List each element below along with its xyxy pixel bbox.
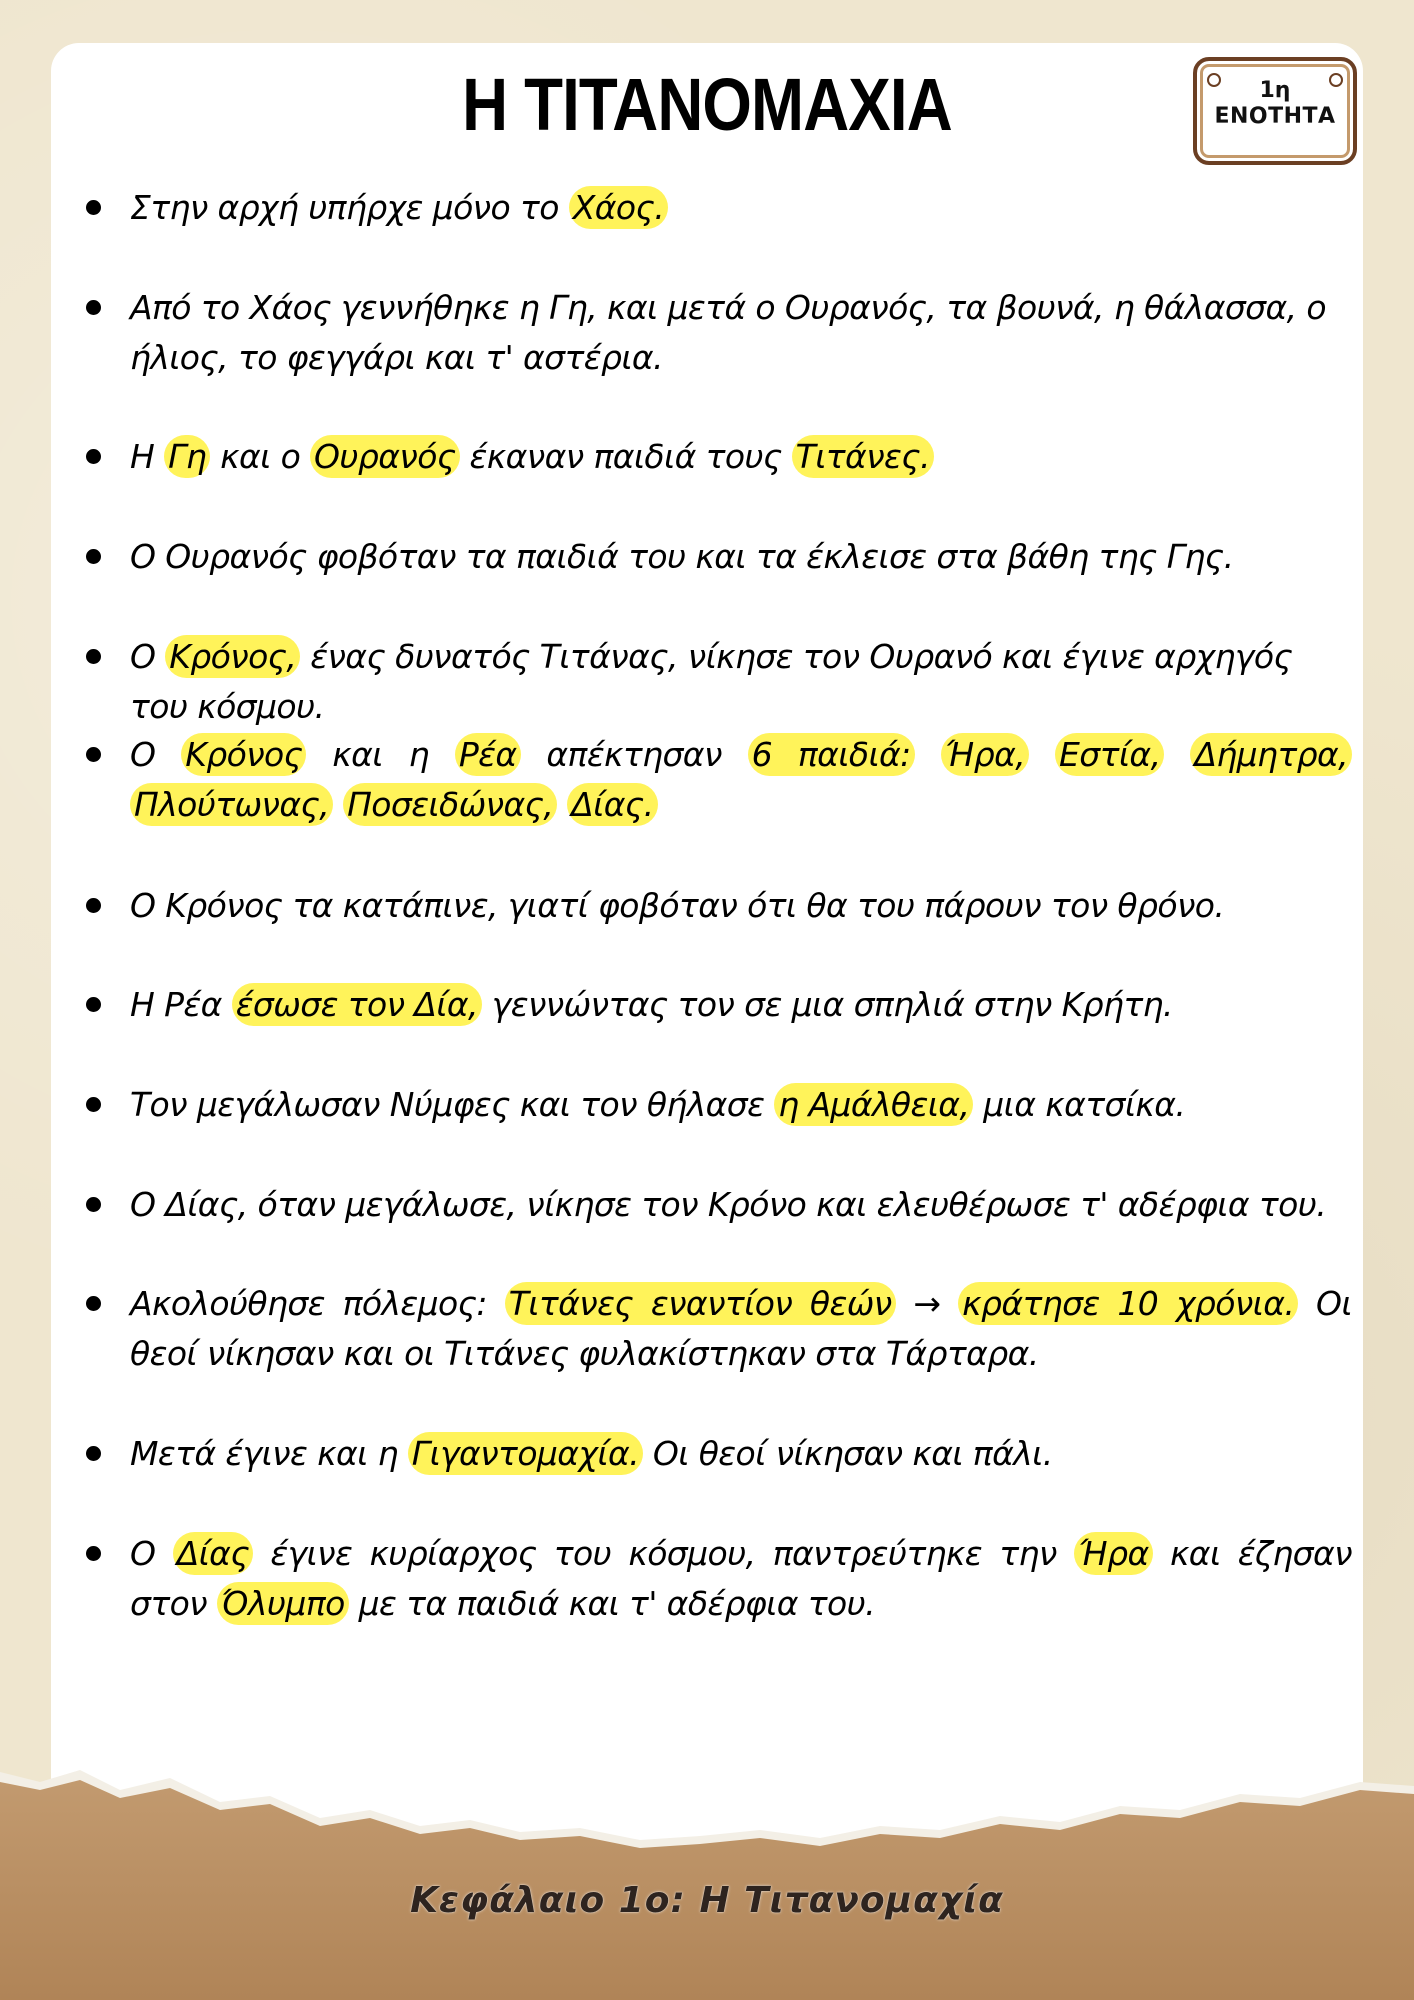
badge-label: ΕΝΟΤΗΤΑ — [1214, 104, 1336, 129]
bullet-icon — [86, 1446, 101, 1461]
bullet-icon — [86, 1197, 101, 1212]
highlighted-term: Ήρα, — [941, 733, 1030, 776]
text-segment — [333, 785, 343, 824]
text-segment: Ο Κρόνος τα κατάπινε, γιατί φοβόταν ότι θα του πάρουν τον θρόνο. — [130, 886, 1225, 925]
highlighted-term: η Αμάλθεια, — [774, 1083, 973, 1126]
bullet-icon — [86, 997, 101, 1012]
highlighted-term: Τιτάνες εναντίον θεών — [505, 1282, 896, 1325]
bullet-icon — [86, 200, 101, 215]
unit-badge — [1193, 57, 1357, 165]
highlighted-term: Δήμητρα, — [1190, 733, 1352, 776]
bullet-icon — [86, 649, 101, 664]
item-text — [130, 1180, 1352, 1230]
highlighted-term: έσωσε τον Δία, — [232, 983, 482, 1026]
bullet-icon — [86, 1097, 101, 1112]
highlighted-term: κράτησε 10 χρόνια. — [958, 1282, 1298, 1325]
bullet-icon — [86, 898, 101, 913]
highlighted-term: Εστία, — [1055, 733, 1164, 776]
text-segment — [1164, 735, 1190, 774]
text-segment: Στην αρχή υπήρχε μόνο το — [130, 188, 569, 227]
text-segment: Μετά έγινε και η — [130, 1434, 408, 1473]
text-segment: Ο Ουρανός φοβόταν τα παιδιά του και τα έκλεισε στα βάθη της Γης. — [130, 537, 1234, 576]
badge-number: 1η — [1259, 78, 1291, 103]
item-text — [130, 1080, 1352, 1130]
item-text — [130, 881, 1352, 931]
item-text — [130, 283, 1352, 383]
text-segment: Ο — [130, 637, 166, 676]
highlighted-term: Γιγαντομαχία. — [408, 1432, 643, 1475]
highlighted-term: Ουρανός — [310, 435, 460, 478]
text-segment: Ο Δίας, όταν μεγάλωσε, νίκησε τον Κρόνο και ελευθέρωσε τ' αδέρφια του. — [130, 1185, 1327, 1224]
highlighted-term: Δίας — [173, 1532, 253, 1575]
item-text — [130, 183, 1352, 233]
text-segment — [557, 785, 567, 824]
highlighted-term: Χάος. — [569, 186, 668, 229]
text-segment: Ο — [130, 1534, 173, 1573]
text-segment: Η Ρέα — [130, 985, 232, 1024]
text-segment: Οι θεοί νίκησαν και οι Τιτάνες φυλακίστηκαν στα Τάρταρα. — [130, 1284, 1352, 1373]
item-text — [130, 1529, 1352, 1629]
text-segment: Οι θεοί νίκησαν και πάλι. — [643, 1434, 1053, 1473]
badge-ornament-left-icon — [1207, 73, 1221, 87]
bullet-icon — [86, 300, 101, 315]
highlighted-term: Πλούτωνας, — [130, 783, 333, 826]
text-segment: Από το Χάος γεννήθηκε η Γη, και μετά ο Ουρανός, τα βουνά, η θάλασσα, ο ήλιος, το φεγγάρι και τ' αστέρια. — [130, 288, 1327, 377]
highlighted-term: Ρέα — [455, 733, 521, 776]
item-text — [130, 532, 1352, 582]
highlighted-term: Γη — [164, 435, 210, 478]
badge-ornament-right-icon — [1329, 73, 1343, 87]
bullet-icon — [86, 1296, 101, 1311]
bullet-icon — [86, 549, 101, 564]
item-text — [130, 432, 1352, 482]
text-segment: Τον μεγάλωσαν Νύμφες και τον θήλασε — [130, 1085, 775, 1124]
item-text — [130, 1429, 1352, 1479]
item-text — [130, 1279, 1352, 1379]
highlighted-term: Δίας. — [567, 783, 657, 826]
text-segment — [915, 735, 941, 774]
highlighted-term: Ήρα — [1074, 1532, 1153, 1575]
text-segment: απέκτησαν — [520, 735, 748, 774]
bullet-icon — [86, 449, 101, 464]
highlighted-term: Τιτάνες. — [792, 435, 934, 478]
item-text — [130, 730, 1352, 830]
highlighted-term: Όλυμπο — [217, 1582, 349, 1625]
bullet-icon — [86, 1546, 101, 1561]
highlighted-term: 6 παιδιά: — [748, 733, 915, 776]
text-segment: και η — [306, 735, 455, 774]
text-segment — [1029, 735, 1055, 774]
text-segment: ένας δυνατός Τιτάνας, νίκησε τον Ουρανό και έγινε αρχηγός του κόσμου. — [130, 637, 1293, 726]
text-segment: → — [895, 1284, 959, 1323]
text-segment: και ο — [210, 437, 311, 476]
text-segment: γεννώντας τον σε μια σπηλιά στην Κρήτη. — [481, 985, 1173, 1024]
text-segment: έγινε κυρίαρχος του κόσμου, παντρεύτηκε την — [253, 1534, 1074, 1573]
text-segment: μια κατσίκα. — [973, 1085, 1186, 1124]
text-segment: και έζησαν στον — [130, 1534, 1352, 1623]
highlighted-term: Κρόνος, — [165, 635, 300, 678]
footer-chapter-title: Κεφάλαιο 1ο: Η Τιτανομαχία — [410, 1880, 1004, 1921]
item-text — [130, 980, 1352, 1030]
item-text — [130, 632, 1352, 732]
highlighted-term: Κρόνος — [181, 733, 306, 776]
bullet-icon — [86, 747, 101, 762]
text-segment: με τα παιδιά και τ' αδέρφια του. — [348, 1584, 876, 1623]
text-segment: Η — [130, 437, 165, 476]
text-segment: έκαναν παιδιά τους — [459, 437, 792, 476]
page-title: Η ΤΙΤΑΝΟΜΑΧΙΑ — [462, 63, 952, 146]
text-segment: Ο — [130, 735, 182, 774]
highlighted-term: Ποσειδώνας, — [343, 783, 557, 826]
text-segment: Ακολούθησε πόλεμος: — [130, 1284, 505, 1323]
